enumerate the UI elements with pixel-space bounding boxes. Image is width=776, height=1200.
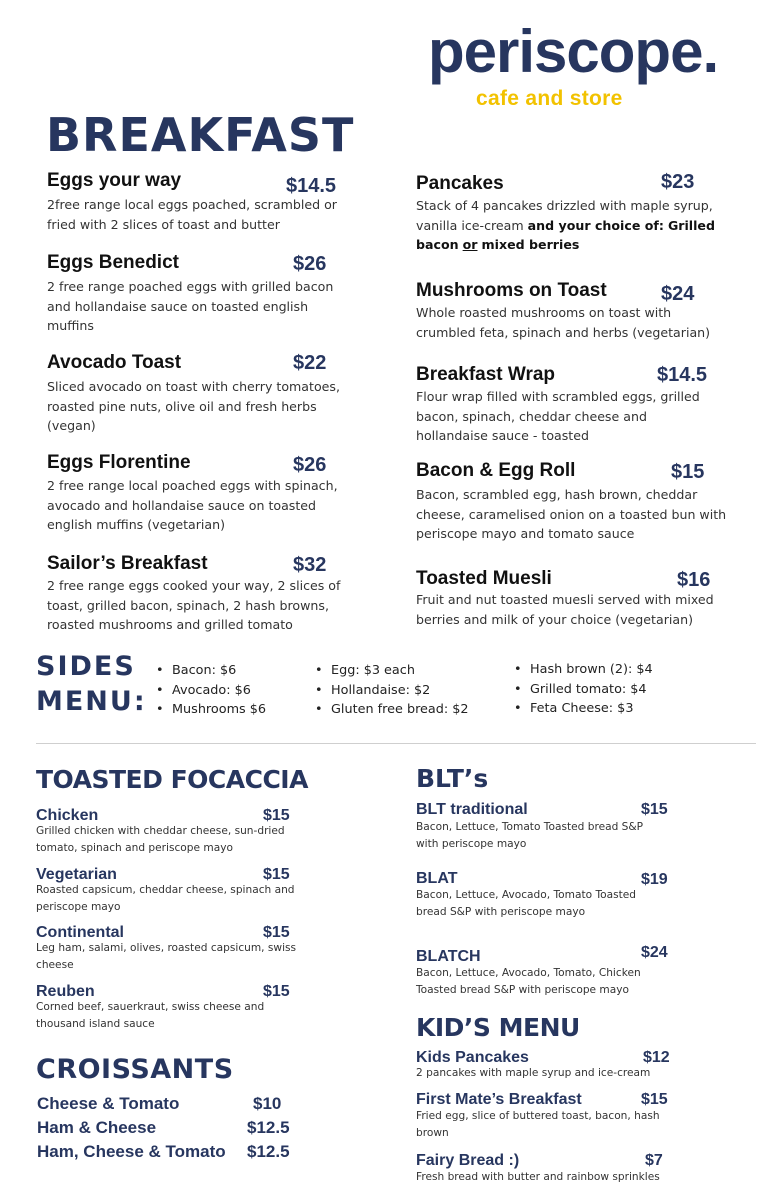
menu-item-price: $23: [661, 171, 695, 193]
menu-item-desc: [416, 196, 728, 255]
menu-item-desc: Fried egg, slice of buttered toast, bacon, hash brown: [416, 1110, 660, 1139]
menu-item-desc: 2 free range poached eggs with grilled bacon and hollandaise sauce on toasted english muffins: [47, 279, 334, 333]
menu-item-name: Eggs Florentine: [47, 452, 191, 473]
menu-item-price: $32: [293, 554, 327, 576]
desc-bold: or: [462, 237, 478, 252]
menu-item-price: $22: [293, 352, 327, 374]
sides-item: • Hash brown (2): $4: [514, 660, 653, 680]
menu-item-name: Bacon & Egg Roll: [416, 460, 576, 481]
menu-item-desc: 2 pancakes with maple syrup and ice-cream: [416, 1067, 651, 1079]
menu-item-name: BLT traditional: [416, 801, 528, 818]
menu-item-price: $24: [641, 944, 668, 961]
section-divider: [36, 743, 756, 744]
sides-item: • Grilled tomato: $4: [514, 680, 653, 700]
sides-item: • Avocado: $6: [156, 681, 266, 701]
menu-item-price: $15: [263, 807, 290, 824]
menu-item-name: Toasted Muesli: [416, 568, 552, 589]
breakfast-title: BREAKFAST: [46, 108, 355, 162]
menu-item-desc: Leg ham, salami, olives, roasted capsicum, swiss cheese: [36, 942, 297, 971]
menu-item-name: Eggs Benedict: [47, 252, 179, 273]
menu-item-price: $26: [293, 454, 327, 476]
menu-item-name: Kids Pancakes: [416, 1049, 529, 1066]
sides-title: MENU:: [36, 686, 147, 717]
menu-item-desc: Bacon, Lettuce, Avocado, Tomato Toasted bread S&P with periscope mayo: [416, 889, 637, 918]
menu-item-desc: 2 free range eggs cooked your way, 2 slices of toast, grilled bacon, spinach, 2 hash browns, roasted mushrooms and grilled tomato: [47, 578, 341, 632]
menu-item-name: Eggs your way: [47, 170, 182, 191]
menu-item-price: $14.5: [657, 364, 708, 386]
menu-item-desc: Whole roasted mushrooms on toast with crumbled feta, spinach and herbs (vegetarian): [416, 305, 711, 340]
menu-item-price: $19: [641, 871, 668, 888]
menu-item-name: Reuben: [36, 983, 95, 1000]
menu-item-price: $24: [661, 283, 695, 305]
menu-item-price: $12.5: [247, 1142, 290, 1161]
menu-item-name: Breakfast Wrap: [416, 364, 556, 385]
menu-item-price: $15: [263, 924, 290, 941]
menu-item-name: Avocado Toast: [47, 352, 182, 373]
sides-list: [156, 661, 266, 720]
menu-item-price: $15: [641, 801, 668, 818]
menu-item-name: Vegetarian: [36, 866, 117, 883]
sides-list: [514, 660, 653, 719]
menu-item-desc: Fresh bread with butter and rainbow sprinkles: [416, 1171, 660, 1183]
menu-item-desc: Flour wrap filled with scrambled eggs, grilled bacon, spinach, cheddar cheese and hollandaise sauce - toasted: [416, 389, 700, 443]
menu-item-price: $26: [293, 253, 327, 275]
sides-title: SIDES: [36, 651, 136, 682]
menu-item-price: $15: [263, 983, 290, 1000]
menu-item-desc: Bacon, Lettuce, Avocado, Tomato, Chicken Toasted bread S&P with periscope mayo: [416, 967, 641, 996]
menu-item-price: $15: [641, 1091, 668, 1108]
menu-item-price: $16: [677, 569, 711, 591]
menu-item-name: Fairy Bread :): [416, 1152, 520, 1169]
menu-item-name: Chicken: [36, 807, 99, 824]
croissants-title: CROISSANTS: [36, 1054, 234, 1085]
menu-item-price: $12: [643, 1049, 670, 1066]
menu-item-desc: Sliced avocado on toast with cherry tomatoes, roasted pine nuts, olive oil and fresh herbs (vegan): [47, 379, 340, 433]
kids-title: KID’S MENU: [416, 1013, 580, 1042]
sides-item: • Feta Cheese: $3: [514, 699, 653, 719]
menu-item-name: Cheese & Tomato: [37, 1094, 180, 1113]
desc-text: Stack of 4 pancakes drizzled with maple syrup, vanilla ice-cream: [416, 198, 713, 233]
sides-item: • Mushrooms $6: [156, 700, 266, 720]
focaccia-title: TOASTED FOCACCIA: [36, 765, 308, 794]
menu-item-name: Ham, Cheese & Tomato: [37, 1142, 226, 1161]
menu-item-price: $14.5: [286, 175, 337, 197]
menu-item-desc: Fruit and nut toasted muesli served with mixed berries and milk of your choice (vegetarian): [416, 592, 714, 627]
menu-item-price: $10: [253, 1094, 282, 1113]
menu-item-desc: Bacon, scrambled egg, hash brown, cheddar cheese, caramelised onion on a toasted bun with periscope mayo and tomato sauce: [416, 487, 727, 541]
desc-bold: Grilled bacon: [416, 217, 715, 252]
menu-item-name: Ham & Cheese: [37, 1118, 157, 1137]
logo: periscope.: [428, 18, 719, 85]
sides-list: [315, 661, 469, 720]
desc-bold: and your choice of:: [527, 217, 664, 233]
menu-item-price: $15: [263, 866, 290, 883]
menu-item-desc: Grilled chicken with cheddar cheese, sun-dried tomato, spinach and periscope mayo: [36, 825, 285, 854]
menu-item-name: BLATCH: [416, 948, 481, 965]
menu-item-price: $7: [645, 1152, 663, 1169]
menu-item-desc: Roasted capsicum, cheddar cheese, spinach and periscope mayo: [36, 884, 295, 913]
desc-bold: mixed berries: [481, 237, 580, 252]
menu-item-price: $12.5: [247, 1118, 290, 1137]
sides-item: • Egg: $3 each: [315, 661, 469, 681]
logo-tagline: cafe and store: [476, 87, 623, 110]
sides-item: • Hollandaise: $2: [315, 681, 469, 701]
sides-item: • Gluten free bread: $2: [315, 700, 469, 720]
menu-item-desc: Bacon, Lettuce, Tomato Toasted bread S&P with periscope mayo: [416, 821, 644, 850]
menu-item-name: First Mate’s Breakfast: [416, 1091, 582, 1108]
menu-item-desc: 2 free range local poached eggs with spinach, avocado and hollandaise sauce on toasted english muffins (vegetarian): [47, 478, 338, 532]
menu-item-price: $15: [671, 461, 705, 483]
menu-item-desc: Corned beef, sauerkraut, swiss cheese and thousand island sauce: [36, 1001, 265, 1030]
blts-title: BLT’s: [416, 764, 489, 793]
menu-item-name: Mushrooms on Toast: [416, 280, 607, 301]
menu-item-name: BLAT: [416, 870, 458, 887]
menu-item-desc: 2free range local eggs poached, scrambled or fried with 2 slices of toast and butter: [47, 197, 337, 232]
menu-item-name: Continental: [36, 924, 124, 941]
sides-item: • Bacon: $6: [156, 661, 266, 681]
menu-item-name: Pancakes: [416, 173, 504, 194]
menu-item-name: Sailor’s Breakfast: [47, 553, 208, 574]
